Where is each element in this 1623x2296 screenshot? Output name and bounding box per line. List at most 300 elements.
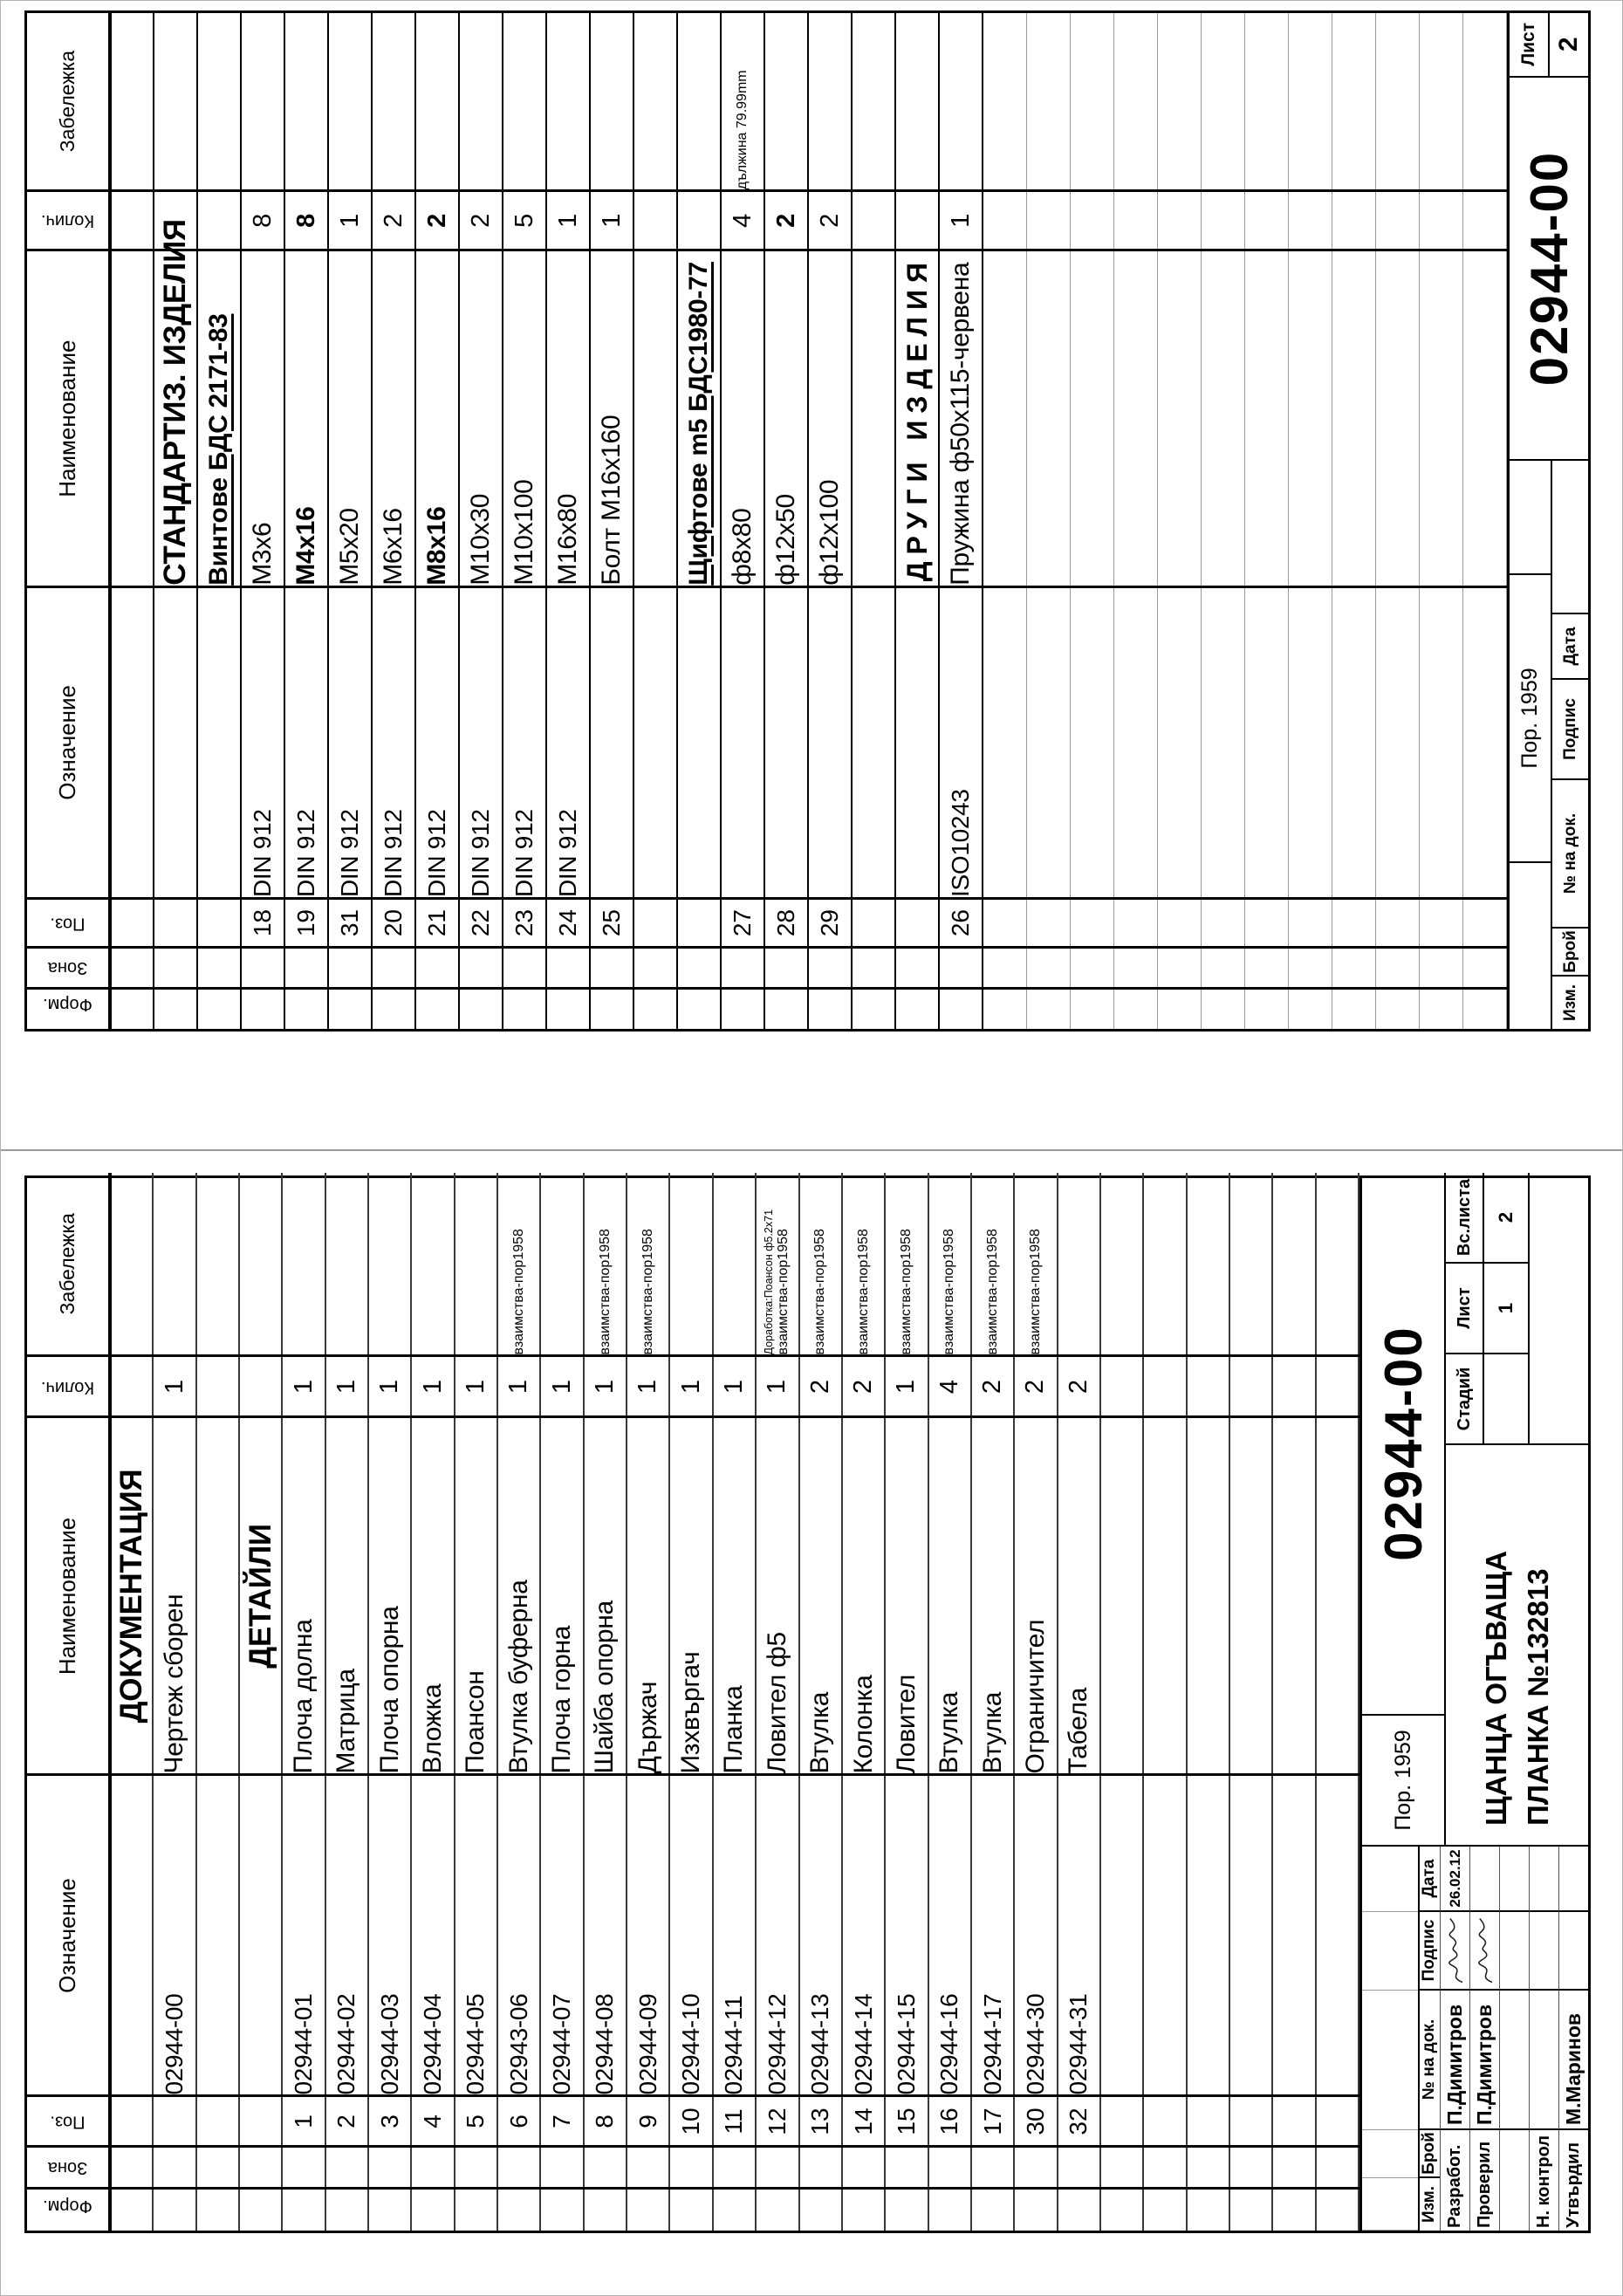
name-cell: Винтове БДС 2171-83: [197, 250, 241, 586]
note-cell: [1332, 13, 1375, 191]
spec-row: [939, 13, 983, 1029]
zone-cell: [627, 2147, 669, 2189]
name-cell: Държач: [627, 1417, 669, 1775]
form-cell: [415, 989, 459, 1029]
rev-empty-cell: [1510, 863, 1551, 1029]
spec-row: [713, 1173, 756, 2231]
note-cell: [328, 13, 372, 191]
ozn-cell: [110, 1775, 153, 2096]
zone-cell: [1100, 2147, 1143, 2189]
title-block-sheet2: [1507, 13, 1589, 1029]
qty-cell: [633, 191, 677, 250]
note-cell: взаимства-пор1958: [799, 1173, 842, 1356]
pos-cell: [633, 899, 677, 948]
note-cell: взаимства-пор1958: [497, 1173, 540, 1356]
name-cell: [1244, 250, 1288, 586]
name-cell: Колонка: [842, 1417, 885, 1775]
zone-cell: [196, 2147, 239, 2189]
ozn-cell: [1026, 586, 1070, 898]
zone-cell: [808, 948, 852, 989]
pos-cell: 7: [540, 2096, 583, 2147]
name-cell: Плоча горна: [540, 1417, 583, 1775]
zone-cell: [677, 948, 721, 989]
name-cell: ф12x50: [764, 250, 808, 586]
col-header-pos: Поз.: [27, 2096, 110, 2147]
note-cell: [939, 13, 983, 191]
name-cell: Втулка: [971, 1417, 1014, 1775]
zone-cell: [1288, 948, 1332, 989]
ozn-cell: [1070, 586, 1113, 898]
qty-cell: 2: [415, 191, 459, 250]
name-cell: [1070, 250, 1113, 586]
form-cell: [1201, 989, 1244, 1029]
ozn-cell: [1157, 586, 1201, 898]
name-cell: [1229, 1417, 1272, 1775]
qty-cell: 2: [808, 191, 852, 250]
note-cell: [110, 13, 154, 191]
sign-role: Н. контрол: [1529, 2130, 1558, 2231]
pos-cell: 32: [1058, 2096, 1100, 2147]
qty-cell: [197, 191, 241, 250]
note-cell: [325, 1173, 368, 1356]
sign-date: [1469, 1847, 1499, 1912]
note-cell: взаимства-пор1958: [928, 1173, 971, 1356]
spec-row: [540, 1173, 583, 2231]
spec-row: [196, 1173, 239, 2231]
note-cell: [983, 13, 1026, 191]
zone-cell: [590, 948, 633, 989]
spec-row: [154, 13, 197, 1029]
pos-cell: 8: [584, 2096, 627, 2147]
spec-row: [1288, 13, 1332, 1029]
pos-cell: [1316, 2096, 1359, 2147]
spec-row: [546, 13, 590, 1029]
pos-cell: [1187, 2096, 1229, 2147]
page-separator: [0, 1149, 1623, 1151]
note-cell: [1229, 1173, 1272, 1356]
name-cell: [852, 250, 895, 586]
spec-row: [895, 13, 939, 1029]
qty-cell: [1288, 191, 1332, 250]
pos-cell: 3: [368, 2096, 411, 2147]
pos-cell: 11: [713, 2096, 756, 2147]
note-cell: [633, 13, 677, 191]
sign-date: [1529, 1847, 1558, 1912]
form-cell: [1014, 2189, 1057, 2231]
pos-cell: [239, 2096, 282, 2147]
spec-row: [677, 13, 721, 1029]
ozn-cell: 02944-05: [455, 1775, 497, 2096]
qty-cell: [1244, 191, 1288, 250]
ozn-cell: [1375, 586, 1419, 898]
name-cell: [1157, 250, 1201, 586]
spec-header-row: [27, 1173, 110, 2231]
pos-cell: 16: [928, 2096, 971, 2147]
pos-cell: [1288, 899, 1332, 948]
ozn-cell: [197, 586, 241, 898]
ozn-cell: 02944-00: [153, 1775, 195, 2096]
ozn-cell: [1187, 1775, 1229, 2096]
signature-icon: [1443, 1916, 1468, 1985]
spec-row: [325, 1173, 368, 2231]
note-cell: взаимства-пор1958: [971, 1173, 1014, 1356]
product-name-line1: ЩАНЦА ОГЪВАЩА: [1479, 1551, 1512, 1826]
note-cell: [1157, 13, 1201, 191]
name-cell: M5x20: [328, 250, 372, 586]
note-cell: [110, 1173, 153, 1356]
form-cell: [633, 989, 677, 1029]
order-number: Пор. 1959: [1362, 1716, 1444, 1847]
spec-row: [282, 1173, 325, 2231]
zone-cell: [497, 2147, 540, 2189]
sign-row: [1499, 1847, 1529, 2231]
spec-row: [459, 13, 503, 1029]
note-cell: [1187, 1173, 1229, 1356]
col-header-form: Форм.: [27, 989, 110, 1029]
name-cell: Втулка: [928, 1417, 971, 1775]
spec-row: [1272, 1173, 1315, 2231]
spec-row: [1157, 13, 1201, 1029]
zone-cell: [842, 2147, 885, 2189]
qty-cell: [1026, 191, 1070, 250]
qty-cell: 1: [411, 1356, 454, 1417]
form-cell: [1229, 2189, 1272, 2231]
note-cell: [368, 1173, 411, 1356]
pos-cell: [1244, 899, 1288, 948]
pos-cell: [110, 899, 154, 948]
pos-cell: [153, 2096, 195, 2147]
note-cell: [239, 1173, 282, 1356]
zone-cell: [885, 2147, 928, 2189]
form-cell: [1332, 989, 1375, 1029]
sign-name: М.Маринов: [1558, 1991, 1588, 2130]
qty-cell: 1: [282, 1356, 325, 1417]
rev-label-izm: Изм.: [1551, 977, 1589, 1029]
pos-cell: 5: [455, 2096, 497, 2147]
sign-role: [1499, 2130, 1529, 2231]
ozn-cell: [1100, 1775, 1143, 2096]
zone-cell: [983, 948, 1026, 989]
ozn-cell: [1419, 586, 1462, 898]
qty-cell: 4: [928, 1356, 971, 1417]
pos-cell: [1070, 899, 1113, 948]
form-cell: [1419, 989, 1462, 1029]
spec-row: [852, 13, 895, 1029]
ozn-cell: [1272, 1775, 1315, 2096]
sign-signature-cell: [1440, 1912, 1469, 1991]
name-cell: [1187, 1417, 1229, 1775]
spec-row: [1201, 13, 1244, 1029]
qty-cell: 2: [799, 1356, 842, 1417]
form-cell: [895, 989, 939, 1029]
ozn-cell: 02944-15: [885, 1775, 928, 2096]
spec-row: [1462, 13, 1506, 1029]
zone-cell: [1026, 948, 1070, 989]
qty-cell: [1100, 1356, 1143, 1417]
form-cell: [1272, 2189, 1315, 2231]
qty-cell: 8: [241, 191, 284, 250]
zone-cell: [546, 948, 590, 989]
note-cell: [1244, 13, 1288, 191]
spec-header-row: [27, 13, 110, 1029]
sign-row: [1440, 1847, 1469, 2231]
spec-row: [928, 1173, 971, 2231]
ozn-cell: ISO10243: [939, 586, 983, 898]
form-cell: [590, 989, 633, 1029]
qty-cell: 1: [713, 1356, 756, 1417]
zone-cell: [282, 2147, 325, 2189]
pos-cell: 26: [939, 899, 983, 948]
qty-cell: 1: [590, 191, 633, 250]
col-header-name: Наименование: [27, 1417, 110, 1775]
col-header-ozn: Означение: [27, 586, 110, 898]
qty-cell: [677, 191, 721, 250]
name-cell: [1113, 250, 1157, 586]
pos-cell: 27: [721, 899, 764, 948]
qty-cell: 2: [842, 1356, 885, 1417]
qty-cell: 1: [627, 1356, 669, 1417]
qty-cell: 1: [497, 1356, 540, 1417]
note-cell: взаимства-пор1958: [885, 1173, 928, 1356]
note-cell: [677, 13, 721, 191]
form-cell: [1058, 2189, 1100, 2231]
qty-cell: 1: [368, 1356, 411, 1417]
note-cell: [196, 1173, 239, 1356]
qty-cell: 1: [756, 1356, 798, 1417]
qty-cell: 2: [764, 191, 808, 250]
pos-cell: [196, 2096, 239, 2147]
name-cell: Матрица: [325, 1417, 368, 1775]
zone-cell: [1143, 2147, 1186, 2189]
qty-cell: [239, 1356, 282, 1417]
spec-row: [1244, 13, 1288, 1029]
order-number: Пор. 1959: [1510, 575, 1551, 863]
ozn-cell: 02944-11: [713, 1775, 756, 2096]
name-cell: M8x16: [415, 250, 459, 586]
name-cell: СТАНДАРТИЗ. ИЗДЕЛИЯ: [154, 250, 197, 586]
zone-cell: [1462, 948, 1506, 989]
zone-cell: [1375, 948, 1419, 989]
name-cell: [1332, 250, 1375, 586]
zone-cell: [1419, 948, 1462, 989]
spec-row: [503, 13, 546, 1029]
ozn-cell: 02944-30: [1014, 1775, 1057, 2096]
zone-cell: [328, 948, 372, 989]
qty-cell: 4: [721, 191, 764, 250]
zone-cell: [1187, 2147, 1229, 2189]
pos-cell: 28: [764, 899, 808, 948]
zone-cell: [1014, 2147, 1057, 2189]
zone-cell: [503, 948, 546, 989]
form-cell: [153, 2189, 195, 2231]
note-cell: [808, 13, 852, 191]
name-cell: Ловител ф5: [756, 1417, 798, 1775]
pos-cell: [1143, 2096, 1186, 2147]
spec-row: [633, 13, 677, 1029]
spec-row: [983, 13, 1026, 1029]
name-cell: [1288, 250, 1332, 586]
name-cell: Изхвъргач: [669, 1417, 712, 1775]
spec-row: [590, 13, 633, 1029]
name-cell: ДОКУМЕНТАЦИЯ: [110, 1417, 153, 1775]
pos-cell: 21: [415, 899, 459, 948]
pos-cell: [1272, 2096, 1315, 2147]
zone-cell: [325, 2147, 368, 2189]
note-cell: [415, 13, 459, 191]
sheet-2: [24, 10, 1591, 1031]
zone-cell: [669, 2147, 712, 2189]
ozn-cell: [1244, 586, 1288, 898]
ozn-cell: DIN 912: [503, 586, 546, 898]
qty-cell: [1201, 191, 1244, 250]
zone-cell: [713, 2147, 756, 2189]
form-cell: [110, 989, 154, 1029]
form-cell: [971, 2189, 1014, 2231]
pos-cell: [1157, 899, 1201, 948]
note-cell: [282, 1173, 325, 1356]
pos-cell: 12: [756, 2096, 798, 2147]
form-cell: [885, 2189, 928, 2231]
pos-cell: 9: [627, 2096, 669, 2147]
ozn-cell: [895, 586, 939, 898]
form-cell: [764, 989, 808, 1029]
qty-cell: [1462, 191, 1506, 250]
form-cell: [540, 2189, 583, 2231]
rev-label-data: Дата: [1551, 614, 1589, 680]
ozn-cell: [677, 586, 721, 898]
ozn-cell: [1316, 1775, 1359, 2096]
form-cell: [328, 989, 372, 1029]
col-header-note: Забележка: [27, 13, 110, 191]
spec-row: [669, 1173, 712, 2231]
name-cell: Вложка: [411, 1417, 454, 1775]
ozn-cell: 02944-03: [368, 1775, 411, 2096]
zone-cell: [540, 2147, 583, 2189]
sign-role: Разработ.: [1440, 2130, 1469, 2231]
zone-cell: [284, 948, 328, 989]
name-cell: [1419, 250, 1462, 586]
sign-role: Утвърдил: [1558, 2130, 1588, 2231]
spec-row: [1187, 1173, 1229, 2231]
qty-cell: [1187, 1356, 1229, 1417]
ozn-cell: [110, 586, 154, 898]
form-cell: [721, 989, 764, 1029]
name-cell: Плоча опорна: [368, 1417, 411, 1775]
note-cell: взаимства-пор1958: [584, 1173, 627, 1356]
form-cell: [1288, 989, 1332, 1029]
note-cell: [153, 1173, 195, 1356]
rev-empty-cell: [1510, 461, 1551, 575]
note-cell: Доработка:Поансон ф5.2х71 взаимства-пор1958: [756, 1173, 798, 1356]
name-cell: M3x6: [241, 250, 284, 586]
revision-band: [1362, 1847, 1418, 2231]
col-header-name: Наименование: [27, 250, 110, 586]
ozn-cell: 02944-10: [669, 1775, 712, 2096]
pos-cell: [1100, 2096, 1143, 2147]
pos-cell: [1332, 899, 1375, 948]
ozn-cell: 02944-02: [325, 1775, 368, 2096]
product-name-line2: ПЛАНКА №132813: [1521, 1568, 1554, 1826]
note-cell: [1316, 1173, 1359, 1356]
zone-cell: [455, 2147, 497, 2189]
note-cell: [1026, 13, 1070, 191]
form-cell: [669, 2189, 712, 2231]
note-cell: [1070, 13, 1113, 191]
form-cell: [196, 2189, 239, 2231]
name-cell: [983, 250, 1026, 586]
spec-row: [627, 1173, 669, 2231]
spec-row: [1014, 1173, 1057, 2231]
name-cell: [1100, 1417, 1143, 1775]
sign-signature-cell: [1558, 1912, 1588, 1991]
qty-cell: [1272, 1356, 1315, 1417]
note-cell: взаимства-пор1958: [1014, 1173, 1057, 1356]
col-header-qty: Колич.: [27, 191, 110, 250]
zone-cell: [110, 948, 154, 989]
zone-cell: [1332, 948, 1375, 989]
name-cell: ДЕТАЙЛИ: [239, 1417, 282, 1775]
ozn-cell: [1332, 586, 1375, 898]
sheet-2-border: [24, 10, 1591, 1031]
spec-row: [799, 1173, 842, 2231]
note-cell: [540, 1173, 583, 1356]
ozn-cell: 02944-01: [282, 1775, 325, 2096]
form-cell: [154, 989, 197, 1029]
name-cell: Табела: [1058, 1417, 1100, 1775]
note-cell: дължина 79.99mm: [721, 13, 764, 191]
form-cell: [372, 989, 415, 1029]
pos-cell: [1375, 899, 1419, 948]
zone-cell: [411, 2147, 454, 2189]
product-name: [1444, 1445, 1588, 1847]
pos-cell: [1026, 899, 1070, 948]
rev-empty-cell: [1551, 461, 1589, 614]
qty-cell: [983, 191, 1026, 250]
qty-cell: [895, 191, 939, 250]
name-cell: ДРУГИ ИЗДЕЛИЯ: [895, 250, 939, 586]
spec-row: [110, 1173, 153, 2231]
sheets-total-label: Вс.листа: [1444, 1173, 1483, 1264]
note-cell: [1100, 1173, 1143, 1356]
sign-name: [1499, 1991, 1529, 2130]
zone-cell: [1229, 2147, 1272, 2189]
spec-row: [1419, 13, 1462, 1029]
pos-cell: [677, 899, 721, 948]
form-cell: [1316, 2189, 1359, 2231]
ozn-cell: DIN 912: [241, 586, 284, 898]
ozn-cell: DIN 912: [546, 586, 590, 898]
zone-cell: [928, 2147, 971, 2189]
spec-row: [368, 1173, 411, 2231]
pos-cell: [895, 899, 939, 948]
spec-row: [372, 13, 415, 1029]
ozn-cell: DIN 912: [284, 586, 328, 898]
pos-cell: 18: [241, 899, 284, 948]
note-cell: [669, 1173, 712, 1356]
spec-row: [1100, 1173, 1143, 2231]
qty-cell: [196, 1356, 239, 1417]
spec-table-sheet1: [27, 1173, 1359, 2231]
note-cell: [713, 1173, 756, 1356]
ozn-cell: 02944-12: [756, 1775, 798, 2096]
name-cell: [1026, 250, 1070, 586]
name-cell: [1316, 1417, 1359, 1775]
name-cell: [1462, 250, 1506, 586]
spec-table-sheet2: [27, 13, 1507, 1029]
note-cell: [1375, 13, 1419, 191]
rev-label-doc: № на док.: [1551, 780, 1589, 929]
zone-cell: [110, 2147, 153, 2189]
